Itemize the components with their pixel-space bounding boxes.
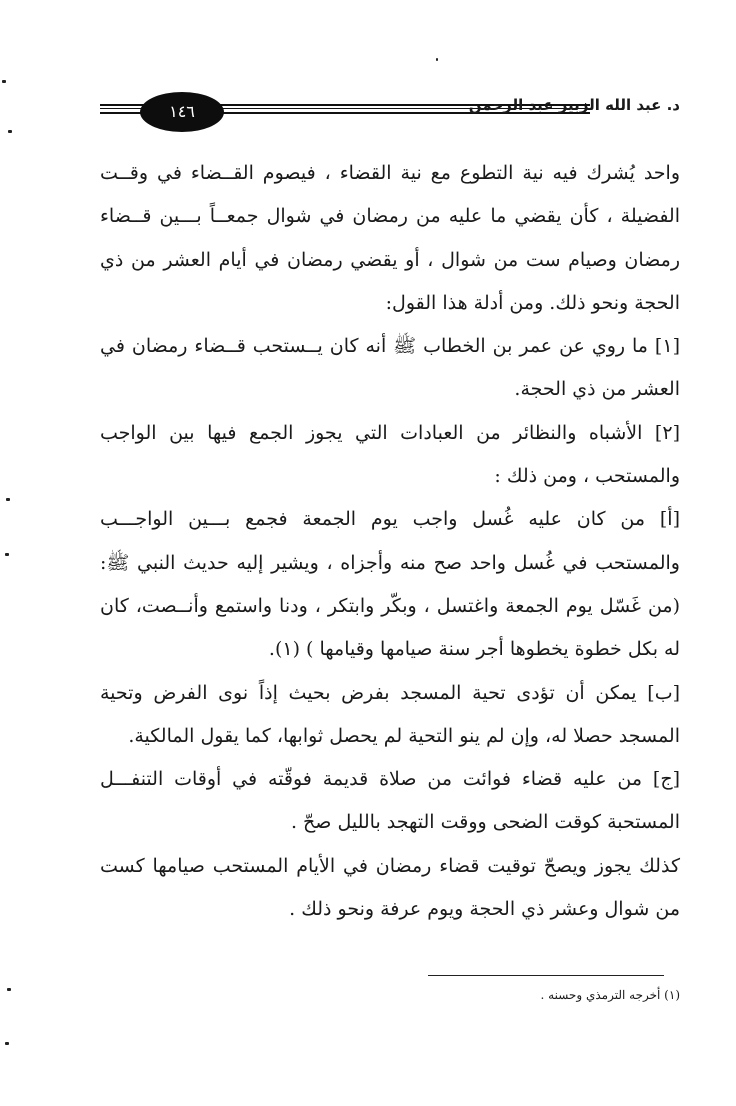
paragraph-conclusion: كذلك يجوز ويصحّ توقيت قضاء رمضان في الأيام المستحب صيامها كست من شوال وعشر ذي الحجة ويوم عرفة ونحو ذلك . <box>100 854 680 921</box>
scan-speck <box>5 553 9 556</box>
scan-speck <box>5 1042 9 1045</box>
footnote-divider <box>428 975 664 976</box>
paragraph-item-c: [ج] من عليه قضاء فوائت من صلاة قديمة فوقّته في أوقات التنفـــل المستحبة كوقت الضحى ووقت التهجد بالليل صحّ . <box>100 768 680 834</box>
scan-speck <box>436 58 438 61</box>
author-name: د. عبد الله الزبير عبد الرحمن <box>468 96 680 114</box>
scan-speck <box>7 988 11 991</box>
paragraph-evidence-2: [٢] الأشباه والنظائر من العبادات التي يجوز الجمع فيها بين الواجب والمستحب ، ومن ذلك : <box>100 421 680 488</box>
scan-speck <box>8 130 12 133</box>
running-header <box>100 92 680 132</box>
paragraph-item-a: [أ] من كان عليه غُسل واجب يوم الجمعة فجمع بـــين الواجـــب والمستحب في غُسل واحد صح منه وأجزاه ، ويشير إليه حديث النبي ﷺ: (من غَسّل يوم الجمعة واغتسل ، وبكّر وابتكر ، ودنا واستمع وأنــصت، كان له بكل خطوة يخطوها أجر سنة صيامها وقيامها ) (١). <box>100 508 680 661</box>
page-number: ١٤٦ <box>140 92 224 132</box>
scan-speck <box>6 498 10 501</box>
paragraph-item-b: [ب] يمكن أن تؤدى تحية المسجد بفرض بحيث إذاً نوى الفرض وتحية المسجد حصلا له، وإن لم ينو التحية لم يحصل ثوابها، كما يقول المالكية. <box>100 681 680 747</box>
footnote: (١) أخرجه الترمذي وحسنه . <box>540 988 680 1002</box>
scan-speck <box>2 80 6 83</box>
paragraph-evidence-1: [١] ما روي عن عمر بن الخطاب ﷺ أنه كان يــستحب قــضاء رمضان في العشر من ذي الحجة. <box>100 335 680 401</box>
paragraph-intro: واحد يُشرك فيه نية التطوع مع نية القضاء ، فيصوم القــضاء في وقــت الفضيلة ، كأن يقضي ما عليه من رمضان في شوال جمعــاً بـــين قــضاء رمضان وصيام ست من شوال ، أو يقضي رمضان في أيام العشر من ذي الحجة ونحو ذلك. ومن أدلة هذا القول: <box>100 162 680 314</box>
body-text <box>100 152 680 931</box>
